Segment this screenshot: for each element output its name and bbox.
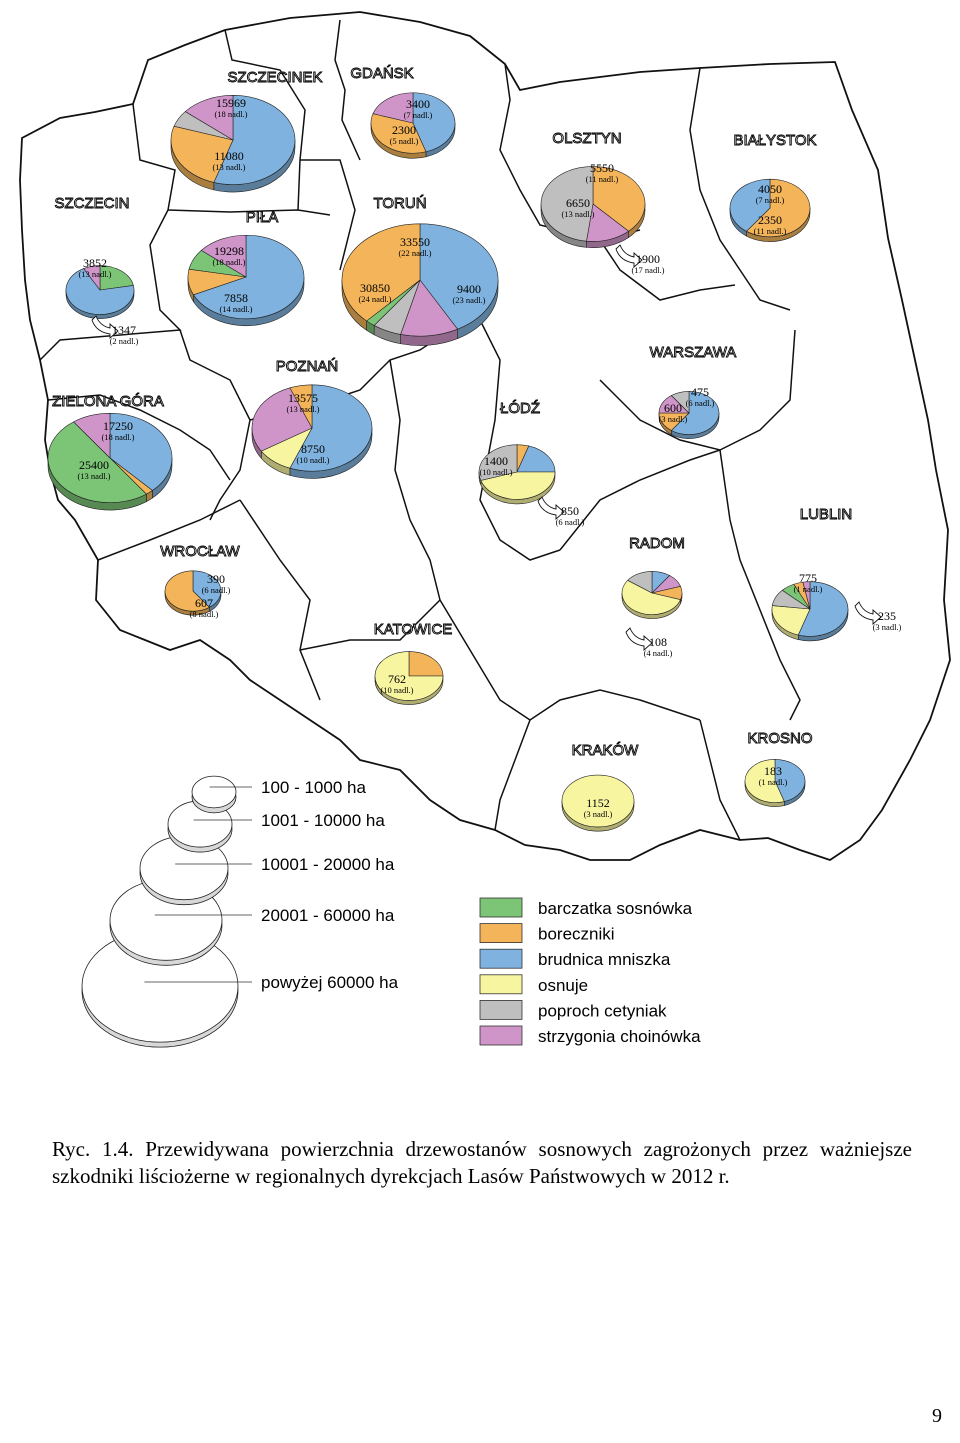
region-katowice xyxy=(375,652,443,705)
region-border xyxy=(480,320,560,560)
size-legend-label: powyżej 60000 ha xyxy=(261,973,399,992)
district-count: (1 nadl.) xyxy=(758,777,788,787)
region-border xyxy=(335,20,360,160)
district-count: (18 nadl.) xyxy=(212,257,246,267)
area-value: 2300 xyxy=(392,123,416,137)
region-name: TORUŃ xyxy=(373,195,427,212)
area-value: 7858 xyxy=(224,291,248,305)
district-count: (17 nadl.) xyxy=(631,265,665,275)
district-count: (13 nadl.) xyxy=(212,162,246,172)
legend-swatch-osnuje xyxy=(480,975,522,994)
size-legend xyxy=(82,776,399,1047)
region-name: OLSZTYN xyxy=(552,130,622,147)
region-border xyxy=(180,330,250,520)
district-count: (11 nadl.) xyxy=(753,226,787,236)
region-name: WARSZAWA xyxy=(649,344,737,361)
legend-swatch-boreczniki xyxy=(480,924,522,943)
region-name: SZCZECINEK xyxy=(227,69,323,86)
district-count: (6 nadl.) xyxy=(201,585,231,595)
region-border xyxy=(720,450,800,720)
region-pila xyxy=(188,235,304,325)
legend-label: boreczniki xyxy=(538,924,615,944)
district-count: (23 nadl.) xyxy=(452,295,486,305)
page-number: 9 xyxy=(932,1405,942,1427)
region-border xyxy=(40,104,180,360)
district-count: (13 nadl.) xyxy=(77,471,111,481)
area-value: 183 xyxy=(764,764,782,778)
district-count: (6 nadl.) xyxy=(555,517,585,527)
region-border xyxy=(700,720,740,840)
district-count: (4 nadl.) xyxy=(643,648,673,658)
area-value: 1400 xyxy=(484,454,508,468)
color-legend xyxy=(480,898,701,1046)
region-name: ZIELONA GÓRA xyxy=(52,393,164,410)
area-value: 13575 xyxy=(288,391,318,405)
area-value: 108 xyxy=(649,635,667,649)
district-count: (22 nadl.) xyxy=(398,248,432,258)
region-bialystok xyxy=(730,179,810,241)
district-count: (10 nadl.) xyxy=(479,467,513,477)
region-name: LUBLIN xyxy=(799,506,853,523)
area-value: 6650 xyxy=(566,196,590,210)
area-value: 9400 xyxy=(457,282,481,296)
figure-caption: Ryc. 1.4. Przewidywana powierzchnia drzewostanów sosnowych zagrożonych przez ważniejsze szkodniki liściożerne w regionalnych dyrekcjach Lasów Państwowych w 2012 r. xyxy=(52,1137,912,1188)
legend-label: strzygonia choinówka xyxy=(538,1027,701,1046)
district-count: (24 nadl.) xyxy=(358,294,392,304)
district-count: (13 nadl.) xyxy=(561,209,595,219)
region-warszawa xyxy=(659,385,719,439)
area-value: 30850 xyxy=(360,281,390,295)
region-name: RADOM xyxy=(629,535,685,552)
region-gdansk xyxy=(371,93,455,159)
area-value: 19298 xyxy=(214,244,244,258)
region-szczecin xyxy=(66,256,139,346)
district-count: (3 nadl.) xyxy=(583,809,613,819)
district-count: (3 nadl.) xyxy=(658,414,688,424)
region-szczecinek xyxy=(171,95,295,192)
region-wroclaw xyxy=(165,571,231,619)
region-name: BIAŁYSTOK xyxy=(733,132,817,149)
region-name: KATOWICE xyxy=(373,621,453,638)
area-value: 3852 xyxy=(83,256,107,270)
region-krosno xyxy=(745,759,805,806)
region-name: WROCŁAW xyxy=(160,543,240,560)
region-poznan xyxy=(252,385,372,479)
legend-label: brudnica mniszka xyxy=(538,950,671,970)
region-name: SZCZECIN xyxy=(54,195,130,212)
area-value: 33550 xyxy=(400,235,430,249)
area-value: 1900 xyxy=(636,252,660,266)
area-value: 17250 xyxy=(103,419,133,433)
region-zielonagora xyxy=(48,413,172,510)
district-count: (18 nadl.) xyxy=(214,109,248,119)
legend-swatch-brudnica xyxy=(480,949,522,968)
size-legend-label: 20001 - 60000 ha xyxy=(261,906,395,925)
district-count: (2 nadl.) xyxy=(109,336,139,346)
area-value: 11080 xyxy=(214,149,244,163)
size-legend-label: 100 - 1000 ha xyxy=(261,778,366,797)
pie-charts-layer xyxy=(48,93,902,831)
size-legend-label: 1001 - 10000 ha xyxy=(261,811,385,830)
area-value: 8750 xyxy=(301,442,325,456)
district-count: (1 nadl.) xyxy=(793,584,823,594)
district-count: (10 nadl.) xyxy=(380,685,414,695)
region-name: PIŁA xyxy=(245,209,279,226)
area-value: 2350 xyxy=(758,213,782,227)
region-name: KROSNO xyxy=(747,730,813,747)
area-value: 390 xyxy=(207,572,225,586)
area-value: 607 xyxy=(195,596,213,610)
size-circle xyxy=(192,776,236,808)
area-value: 762 xyxy=(388,672,406,686)
district-count: (13 nadl.) xyxy=(78,269,112,279)
legend-label: barczatka sosnówka xyxy=(538,899,693,918)
area-value: 25400 xyxy=(79,458,109,472)
region-name: ŁÓDŹ xyxy=(499,400,541,417)
district-count: (7 nadl.) xyxy=(755,195,785,205)
district-count: (11 nadl.) xyxy=(585,174,619,184)
region-border xyxy=(495,720,530,830)
region-lodz xyxy=(479,445,585,527)
area-value: 5550 xyxy=(590,161,614,175)
pie-slice-boreczniki xyxy=(409,652,443,676)
district-count: (3 nadl.) xyxy=(872,622,902,632)
area-value: 850 xyxy=(561,504,579,518)
district-count: (14 nadl.) xyxy=(219,304,253,314)
district-count: (10 nadl.) xyxy=(296,455,330,465)
region-torun xyxy=(342,224,498,346)
region-olsztyn xyxy=(541,161,665,275)
district-count: (8 nadl.) xyxy=(189,609,219,619)
legend-label: poproch cetyniak xyxy=(538,1001,667,1021)
area-value: 1152 xyxy=(586,796,610,810)
region-radom xyxy=(622,571,682,658)
area-value: 3400 xyxy=(406,97,430,111)
region-name: GDAŃSK xyxy=(350,65,414,82)
region-lublin xyxy=(772,571,902,641)
district-count: (5 nadl.) xyxy=(389,136,419,146)
region-name: POZNAŃ xyxy=(275,358,339,375)
area-value: 600 xyxy=(664,401,682,415)
area-value: 4050 xyxy=(758,182,782,196)
area-value: 15969 xyxy=(216,96,246,110)
legend-swatch-strzygonia xyxy=(480,1026,522,1045)
district-count: (7 nadl.) xyxy=(403,110,433,120)
area-value: 1347 xyxy=(112,323,136,337)
area-value: 775 xyxy=(799,571,817,585)
district-count: (18 nadl.) xyxy=(101,432,135,442)
region-krakow xyxy=(562,775,634,831)
area-value: 475 xyxy=(691,385,709,399)
legend-label: osnuje xyxy=(538,975,589,995)
region-border xyxy=(390,360,440,600)
region-name: KRAKÓW xyxy=(571,742,639,759)
legend-swatch-poproch xyxy=(480,1000,522,1019)
size-legend-label: 10001 - 20000 ha xyxy=(261,855,395,874)
district-count: (13 nadl.) xyxy=(286,404,320,414)
district-count: (6 nadl.) xyxy=(685,398,715,408)
legend-swatch-barczatka xyxy=(480,898,522,917)
region-border xyxy=(440,600,700,720)
region-border xyxy=(240,500,320,700)
area-value: 235 xyxy=(878,609,896,623)
